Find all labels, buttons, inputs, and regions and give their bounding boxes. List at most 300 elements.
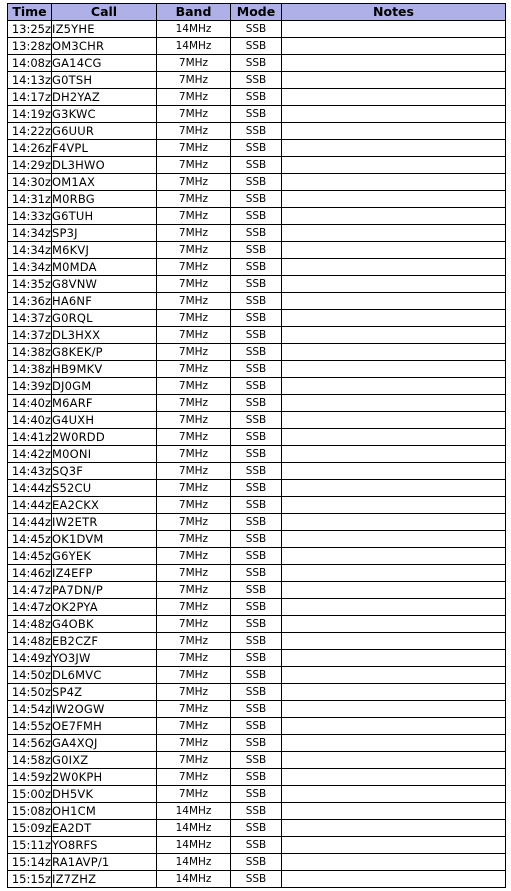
cell-call: GA14CG [52,55,157,72]
cell-notes [282,38,506,55]
cell-mode: SSB [231,633,282,650]
cell-time: 14:49z [8,650,52,667]
cell-mode: SSB [231,599,282,616]
cell-call: 2W0KPH [52,769,157,786]
cell-mode: SSB [231,769,282,786]
cell-mode: SSB [231,667,282,684]
cell-mode: SSB [231,871,282,888]
cell-notes [282,395,506,412]
cell-band: 14MHz [157,854,231,871]
cell-time: 15:15z [8,871,52,888]
cell-notes [282,123,506,140]
cell-call: 2W0RDD [52,429,157,446]
cell-mode: SSB [231,191,282,208]
cell-mode: SSB [231,21,282,38]
cell-band: 7MHz [157,276,231,293]
cell-time: 14:56z [8,735,52,752]
table-row [8,174,506,191]
cell-mode: SSB [231,463,282,480]
cell-time: 14:44z [8,480,52,497]
cell-band: 7MHz [157,242,231,259]
cell-time: 14:34z [8,225,52,242]
cell-mode: SSB [231,378,282,395]
cell-notes [282,616,506,633]
cell-time: 14:59z [8,769,52,786]
cell-band: 7MHz [157,344,231,361]
cell-call: IZ4EFP [52,565,157,582]
cell-call: IZ5YHE [52,21,157,38]
cell-band: 7MHz [157,89,231,106]
cell-time: 14:37z [8,327,52,344]
cell-time: 15:00z [8,786,52,803]
cell-call: M0MDA [52,259,157,276]
cell-band: 7MHz [157,548,231,565]
cell-call: OK2PYA [52,599,157,616]
cell-time: 14:22z [8,123,52,140]
cell-notes [282,701,506,718]
table-row [8,361,506,378]
table-row [8,191,506,208]
cell-notes [282,667,506,684]
cell-mode: SSB [231,140,282,157]
cell-call: HB9MKV [52,361,157,378]
cell-time: 14:45z [8,548,52,565]
cell-band: 7MHz [157,327,231,344]
cell-time: 14:13z [8,72,52,89]
cell-call: OM3CHR [52,38,157,55]
cell-time: 14:47z [8,599,52,616]
log-body [8,21,506,888]
cell-mode: SSB [231,820,282,837]
cell-notes [282,446,506,463]
cell-time: 14:36z [8,293,52,310]
cell-mode: SSB [231,157,282,174]
cell-band: 7MHz [157,565,231,582]
cell-band: 7MHz [157,293,231,310]
cell-mode: SSB [231,72,282,89]
cell-time: 14:58z [8,752,52,769]
cell-mode: SSB [231,650,282,667]
cell-band: 14MHz [157,837,231,854]
cell-notes [282,480,506,497]
table-row [8,548,506,565]
table-row [8,497,506,514]
cell-band: 7MHz [157,633,231,650]
cell-mode: SSB [231,616,282,633]
cell-time: 14:29z [8,157,52,174]
cell-notes [282,208,506,225]
cell-call: G0TSH [52,72,157,89]
cell-mode: SSB [231,582,282,599]
cell-time: 14:31z [8,191,52,208]
table-row [8,157,506,174]
cell-time: 14:55z [8,718,52,735]
cell-call: DH2YAZ [52,89,157,106]
cell-band: 7MHz [157,769,231,786]
header-time: Time [8,4,52,21]
table-row [8,667,506,684]
cell-call: DL3HWO [52,157,157,174]
cell-time: 14:38z [8,361,52,378]
cell-mode: SSB [231,327,282,344]
cell-band: 7MHz [157,395,231,412]
cell-band: 7MHz [157,72,231,89]
cell-mode: SSB [231,684,282,701]
table-row [8,633,506,650]
cell-band: 14MHz [157,803,231,820]
cell-mode: SSB [231,786,282,803]
cell-notes [282,242,506,259]
cell-band: 7MHz [157,123,231,140]
cell-time: 14:47z [8,582,52,599]
cell-call: G6UUR [52,123,157,140]
cell-time: 14:34z [8,259,52,276]
cell-notes [282,259,506,276]
cell-time: 14:44z [8,514,52,531]
cell-time: 15:14z [8,854,52,871]
cell-band: 7MHz [157,259,231,276]
cell-time: 14:46z [8,565,52,582]
table-row [8,21,506,38]
cell-band: 7MHz [157,140,231,157]
cell-call: EB2CZF [52,633,157,650]
cell-mode: SSB [231,225,282,242]
cell-band: 7MHz [157,582,231,599]
table-row [8,514,506,531]
cell-time: 14:44z [8,497,52,514]
cell-notes [282,191,506,208]
cell-band: 14MHz [157,21,231,38]
cell-mode: SSB [231,429,282,446]
cell-time: 14:48z [8,616,52,633]
cell-time: 13:28z [8,38,52,55]
cell-mode: SSB [231,735,282,752]
cell-notes [282,837,506,854]
cell-call: DH5VK [52,786,157,803]
cell-notes [282,293,506,310]
cell-time: 14:40z [8,395,52,412]
cell-call: G4UXH [52,412,157,429]
cell-band: 7MHz [157,497,231,514]
table-row [8,412,506,429]
cell-notes [282,497,506,514]
cell-mode: SSB [231,395,282,412]
cell-band: 7MHz [157,412,231,429]
cell-call: OH1CM [52,803,157,820]
cell-mode: SSB [231,854,282,871]
cell-notes [282,140,506,157]
cell-call: G0IXZ [52,752,157,769]
cell-mode: SSB [231,752,282,769]
cell-call: IW2ETR [52,514,157,531]
cell-call: SP4Z [52,684,157,701]
cell-call: F4VPL [52,140,157,157]
cell-notes [282,820,506,837]
cell-notes [282,378,506,395]
cell-notes [282,548,506,565]
cell-time: 14:45z [8,531,52,548]
cell-time: 14:34z [8,242,52,259]
table-row [8,276,506,293]
cell-band: 7MHz [157,446,231,463]
cell-notes [282,531,506,548]
cell-call: DL6MVC [52,667,157,684]
cell-band: 7MHz [157,514,231,531]
cell-mode: SSB [231,718,282,735]
cell-call: G4OBK [52,616,157,633]
cell-time: 14:37z [8,310,52,327]
cell-band: 14MHz [157,38,231,55]
cell-time: 13:25z [8,21,52,38]
cell-notes [282,854,506,871]
cell-notes [282,412,506,429]
cell-call: G6YEK [52,548,157,565]
cell-mode: SSB [231,803,282,820]
cell-mode: SSB [231,531,282,548]
table-row [8,599,506,616]
cell-call: EA2DT [52,820,157,837]
cell-notes [282,429,506,446]
cell-call: M0ONI [52,446,157,463]
table-row [8,72,506,89]
cell-time: 14:48z [8,633,52,650]
table-row [8,650,506,667]
cell-notes [282,276,506,293]
cell-mode: SSB [231,446,282,463]
cell-notes [282,310,506,327]
table-row [8,293,506,310]
cell-mode: SSB [231,565,282,582]
cell-time: 14:40z [8,412,52,429]
cell-mode: SSB [231,89,282,106]
cell-band: 14MHz [157,871,231,888]
cell-notes [282,684,506,701]
cell-mode: SSB [231,837,282,854]
cell-time: 14:30z [8,174,52,191]
cell-time: 14:50z [8,684,52,701]
cell-band: 7MHz [157,718,231,735]
table-row [8,616,506,633]
cell-mode: SSB [231,344,282,361]
cell-mode: SSB [231,412,282,429]
cell-band: 7MHz [157,752,231,769]
cell-time: 14:42z [8,446,52,463]
table-row [8,395,506,412]
cell-mode: SSB [231,123,282,140]
cell-notes [282,157,506,174]
table-row [8,752,506,769]
cell-notes [282,752,506,769]
header-notes: Notes [282,4,506,21]
cell-call: OE7FMH [52,718,157,735]
cell-notes [282,344,506,361]
cell-notes [282,786,506,803]
cell-call: EA2CKX [52,497,157,514]
table-row [8,786,506,803]
cell-call: RA1AVP/1 [52,854,157,871]
cell-time: 14:35z [8,276,52,293]
cell-call: YO8RFS [52,837,157,854]
table-row [8,480,506,497]
cell-time: 14:08z [8,55,52,72]
cell-band: 7MHz [157,378,231,395]
cell-band: 7MHz [157,650,231,667]
cell-notes [282,72,506,89]
cell-mode: SSB [231,38,282,55]
cell-mode: SSB [231,497,282,514]
cell-band: 7MHz [157,701,231,718]
cell-time: 14:41z [8,429,52,446]
cell-call: YO3JW [52,650,157,667]
cell-notes [282,225,506,242]
cell-band: 7MHz [157,157,231,174]
cell-notes [282,89,506,106]
cell-mode: SSB [231,55,282,72]
cell-call: G8KEK/P [52,344,157,361]
cell-mode: SSB [231,242,282,259]
cell-notes [282,871,506,888]
cell-time: 14:43z [8,463,52,480]
table-row [8,718,506,735]
table-row [8,242,506,259]
cell-notes [282,633,506,650]
table-row [8,327,506,344]
qso-log-table [7,3,506,888]
table-row [8,837,506,854]
cell-mode: SSB [231,106,282,123]
cell-time: 14:50z [8,667,52,684]
table-row [8,531,506,548]
cell-notes [282,106,506,123]
cell-mode: SSB [231,208,282,225]
cell-notes [282,21,506,38]
cell-band: 7MHz [157,480,231,497]
table-row [8,429,506,446]
cell-notes [282,735,506,752]
cell-notes [282,718,506,735]
cell-band: 7MHz [157,463,231,480]
cell-mode: SSB [231,701,282,718]
table-row [8,38,506,55]
table-row [8,310,506,327]
cell-mode: SSB [231,276,282,293]
cell-band: 7MHz [157,208,231,225]
cell-time: 14:33z [8,208,52,225]
cell-band: 7MHz [157,599,231,616]
cell-time: 14:17z [8,89,52,106]
cell-band: 7MHz [157,429,231,446]
cell-notes [282,463,506,480]
table-row [8,684,506,701]
cell-band: 7MHz [157,361,231,378]
cell-time: 14:19z [8,106,52,123]
cell-notes [282,514,506,531]
table-row [8,140,506,157]
cell-time: 14:26z [8,140,52,157]
cell-call: G6TUH [52,208,157,225]
header-call: Call [52,4,157,21]
cell-time: 14:38z [8,344,52,361]
cell-band: 7MHz [157,55,231,72]
cell-call: SQ3F [52,463,157,480]
table-row [8,803,506,820]
table-row [8,208,506,225]
cell-call: OK1DVM [52,531,157,548]
cell-notes [282,582,506,599]
cell-time: 15:09z [8,820,52,837]
cell-notes [282,803,506,820]
cell-band: 7MHz [157,531,231,548]
table-row [8,378,506,395]
table-row [8,225,506,242]
table-row [8,344,506,361]
cell-notes [282,174,506,191]
table-row [8,582,506,599]
cell-band: 7MHz [157,667,231,684]
cell-band: 7MHz [157,106,231,123]
cell-band: 14MHz [157,820,231,837]
cell-band: 7MHz [157,225,231,242]
cell-call: G0RQL [52,310,157,327]
cell-mode: SSB [231,259,282,276]
cell-call: SP3J [52,225,157,242]
table-row [8,89,506,106]
cell-notes [282,565,506,582]
cell-notes [282,599,506,616]
cell-notes [282,327,506,344]
cell-call: M6ARF [52,395,157,412]
table-row [8,769,506,786]
header-row [8,4,506,21]
cell-time: 14:39z [8,378,52,395]
table-row [8,463,506,480]
cell-mode: SSB [231,548,282,565]
table-row [8,55,506,72]
cell-call: IZ7ZHZ [52,871,157,888]
cell-call: DJ0GM [52,378,157,395]
cell-mode: SSB [231,361,282,378]
cell-band: 7MHz [157,191,231,208]
table-row [8,871,506,888]
header-mode: Mode [231,4,282,21]
table-row [8,735,506,752]
cell-mode: SSB [231,480,282,497]
table-row [8,106,506,123]
cell-call: DL3HXX [52,327,157,344]
cell-band: 7MHz [157,616,231,633]
cell-call: M6KVJ [52,242,157,259]
table-row [8,259,506,276]
cell-mode: SSB [231,293,282,310]
table-row [8,123,506,140]
header-band: Band [157,4,231,21]
cell-call: GA4XQJ [52,735,157,752]
cell-time: 15:08z [8,803,52,820]
table-row [8,565,506,582]
cell-notes [282,650,506,667]
cell-call: PA7DN/P [52,582,157,599]
table-row [8,854,506,871]
cell-mode: SSB [231,514,282,531]
cell-call: S52CU [52,480,157,497]
table-row [8,701,506,718]
cell-band: 7MHz [157,735,231,752]
cell-mode: SSB [231,310,282,327]
cell-band: 7MHz [157,786,231,803]
cell-mode: SSB [231,174,282,191]
cell-time: 15:11z [8,837,52,854]
cell-call: OM1AX [52,174,157,191]
